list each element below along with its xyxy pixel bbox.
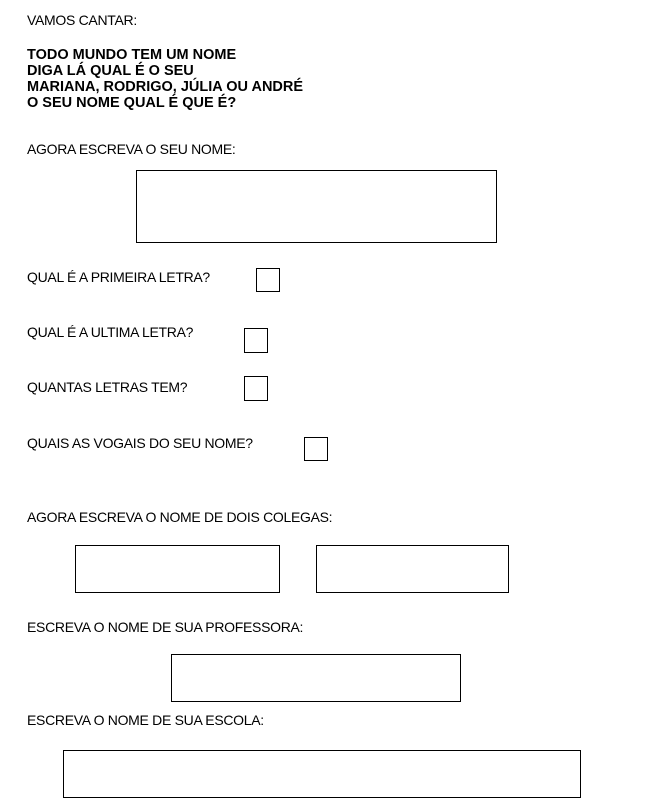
- last-letter-answer-box[interactable]: [244, 328, 268, 353]
- vowels-prompt: QUAIS AS VOGAIS DO SEU NOME?: [27, 435, 253, 451]
- letter-count-answer-box[interactable]: [244, 376, 268, 401]
- letter-count-prompt: QUANTAS LETRAS TEM?: [27, 379, 188, 395]
- school-prompt: ESCREVA O NOME DE SUA ESCOLA:: [27, 712, 264, 728]
- first-letter-answer-box[interactable]: [256, 268, 280, 292]
- worksheet-heading: VAMOS CANTAR:: [27, 12, 137, 28]
- classmate-2-answer-box[interactable]: [316, 545, 509, 593]
- song-lyrics: [27, 47, 303, 111]
- teacher-answer-box[interactable]: [171, 654, 461, 702]
- song-line: TODO MUNDO TEM UM NOME: [27, 47, 237, 63]
- school-answer-box[interactable]: [63, 750, 581, 798]
- vowels-answer-box[interactable]: [304, 437, 328, 461]
- name-answer-box[interactable]: [136, 170, 497, 243]
- last-letter-prompt: QUAL É A ULTIMA LETRA?: [27, 324, 194, 340]
- write-name-prompt: AGORA ESCREVA O SEU NOME:: [27, 141, 236, 157]
- song-line: DIGA LÁ QUAL É O SEU: [27, 63, 194, 79]
- classmates-prompt: AGORA ESCREVA O NOME DE DOIS COLEGAS:: [27, 509, 333, 525]
- song-line: O SEU NOME QUAL É QUE É?: [27, 95, 237, 111]
- song-line: MARIANA, RODRIGO, JÚLIA OU ANDRÉ: [27, 79, 304, 95]
- first-letter-prompt: QUAL É A PRIMEIRA LETRA?: [27, 269, 210, 285]
- teacher-prompt: ESCREVA O NOME DE SUA PROFESSORA:: [27, 619, 304, 635]
- classmate-1-answer-box[interactable]: [75, 545, 280, 593]
